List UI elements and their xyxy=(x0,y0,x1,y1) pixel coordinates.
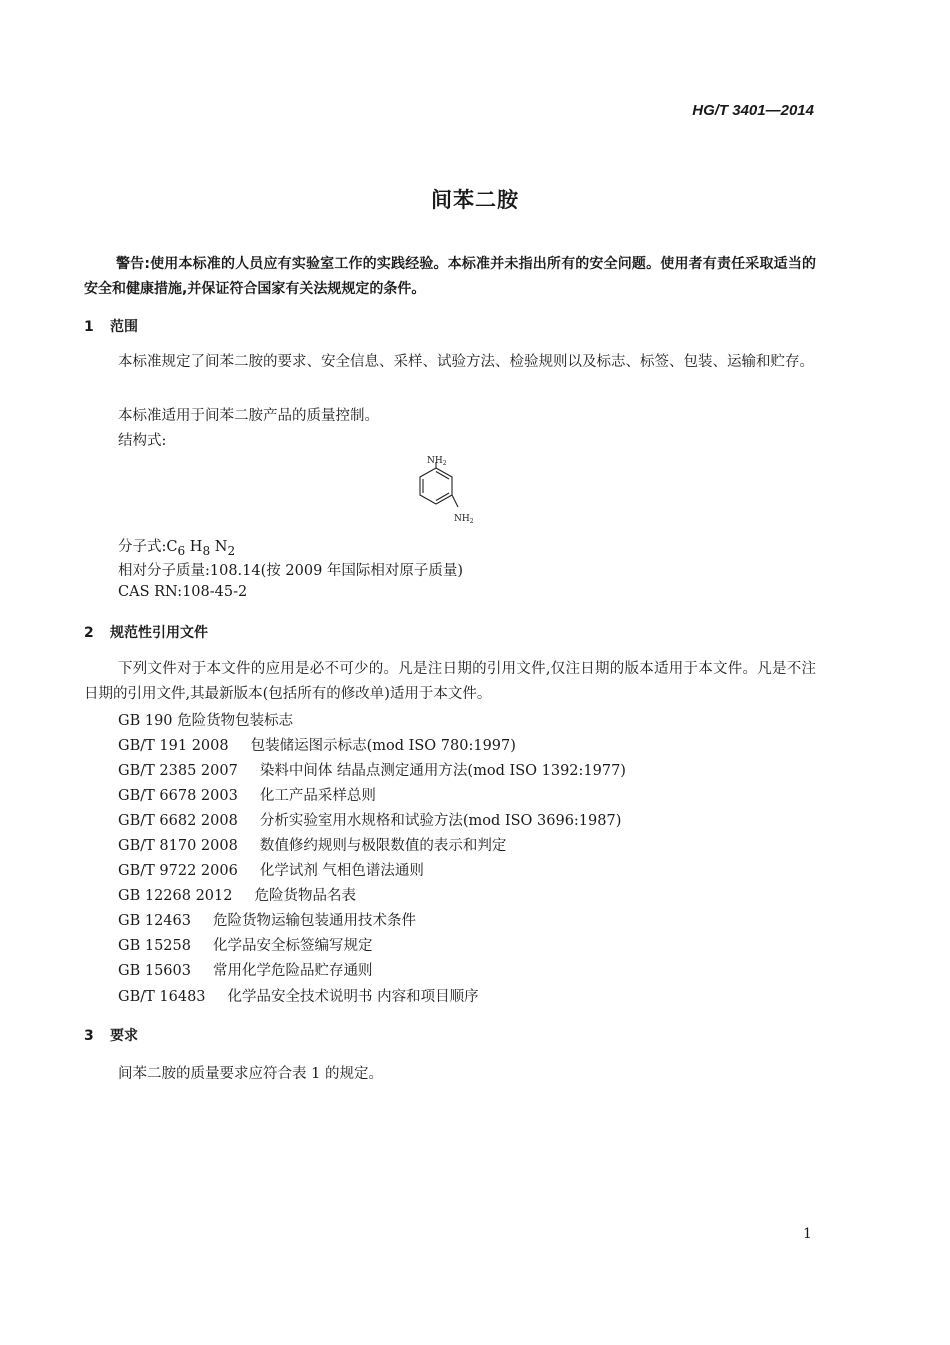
section-number: 2 xyxy=(84,625,94,641)
reference-item xyxy=(118,734,516,755)
formula-c: C xyxy=(166,539,178,555)
reference-code: GB 12463 xyxy=(118,913,191,929)
section-title: 范围 xyxy=(110,319,138,335)
reference-item xyxy=(118,834,506,855)
amine-label-top: $NH_2$ xyxy=(427,456,447,467)
warning-paragraph: 警告:使用本标准的人员应有实验室工作的实践经验。本标准并未指出所有的安全问题。使用者有责任采取适当的安全和健康措施,并保证符合国家有关法规规定的条件。 xyxy=(84,256,816,297)
reference-item xyxy=(118,909,416,930)
benzene-ring-diagram xyxy=(408,450,498,530)
formula-c-count: 6 xyxy=(177,543,186,558)
normative-references-paragraph: 下列文件对于本文件的应用是必不可少的。凡是注日期的引用文件,仅注日期的版本适用于本文件。凡是不注日期的引用文件,其最新版本(包括所有的修改单)适用于本文件。 xyxy=(84,661,816,702)
structural-formula xyxy=(408,450,498,534)
section-title: 规范性引用文件 xyxy=(110,625,208,641)
reference-item xyxy=(118,959,372,980)
reference-title: 常用化学危险品贮存通则 xyxy=(212,963,373,979)
structure-label: 结构式: xyxy=(118,433,167,449)
reference-code: GB 15258 xyxy=(118,938,191,954)
scope-paragraph: 本标准规定了间苯二胺的要求、安全信息、采样、试验方法、检验规则以及标志、标签、包装、运输和贮存。 xyxy=(118,354,814,370)
standard-code: HG/T 3401—2014 xyxy=(692,102,814,119)
reference-code: GB/T 2385 2007 xyxy=(118,763,238,779)
reference-item xyxy=(118,784,376,805)
reference-code: GB 15603 xyxy=(118,963,191,979)
reference-item xyxy=(118,934,372,955)
reference-title: 化工产品采样总则 xyxy=(259,788,376,804)
formula-label: 分子式: xyxy=(118,539,167,555)
page-number: 1 xyxy=(803,1226,812,1242)
reference-item xyxy=(118,884,356,905)
formula-h-count: 8 xyxy=(202,543,211,558)
reference-title: 化学试剂 气相色谱法通则 xyxy=(259,863,424,879)
reference-title: 化学品安全标签编写规定 xyxy=(212,938,373,954)
reference-title: 危险货物品名表 xyxy=(254,888,356,904)
section-2-heading xyxy=(84,622,208,642)
reference-title: 危险货物包装标志 xyxy=(177,713,294,729)
reference-item xyxy=(118,759,626,780)
formula-n: N xyxy=(214,539,228,555)
reference-title: 数值修约规则与极限数值的表示和判定 xyxy=(259,838,507,854)
reference-item xyxy=(118,809,621,830)
reference-title: 包装储运图示标志(mod ISO 780:1997) xyxy=(250,738,516,754)
reference-title: 危险货物运输包装通用技术条件 xyxy=(212,913,416,929)
reference-code: GB 190 xyxy=(118,713,173,729)
applicability-text: 本标准适用于间苯二胺产品的质量控制。 xyxy=(118,408,379,424)
section-1-heading xyxy=(84,316,138,336)
requirements-paragraph: 间苯二胺的质量要求应符合表 1 的规定。 xyxy=(118,1066,383,1082)
section-number: 3 xyxy=(84,1028,94,1044)
reference-item xyxy=(118,709,293,730)
reference-item xyxy=(118,859,424,880)
formula-n-count: 2 xyxy=(227,543,236,558)
reference-code: GB/T 9722 2006 xyxy=(118,863,238,879)
reference-title: 化学品安全技术说明书 内容和项目顺序 xyxy=(227,989,479,1005)
reference-code: GB/T 6682 2008 xyxy=(118,813,238,829)
cas-number: CAS RN:108-45-2 xyxy=(118,584,248,600)
molecular-mass: 相对分子质量:108.14(按 2009 年国际相对原子质量) xyxy=(118,563,464,579)
formula-h: H xyxy=(189,539,203,555)
section-3-heading xyxy=(84,1025,138,1045)
amine-label-bottom: $NH_2$ xyxy=(454,514,474,525)
reference-code: GB/T 8170 2008 xyxy=(118,838,238,854)
molecular-formula xyxy=(118,535,235,558)
reference-code: GB/T 16483 xyxy=(118,989,206,1005)
reference-title: 分析实验室用水规格和试验方法(mod ISO 3696:1987) xyxy=(259,813,622,829)
section-number: 1 xyxy=(84,319,94,335)
reference-item xyxy=(118,985,479,1006)
reference-code: GB/T 6678 2003 xyxy=(118,788,238,804)
section-title: 要求 xyxy=(110,1028,138,1044)
reference-title: 染料中间体 结晶点测定通用方法(mod ISO 1392:1977) xyxy=(259,763,626,779)
reference-code: GB/T 191 2008 xyxy=(118,738,229,754)
document-title: 间苯二胺 xyxy=(431,188,519,212)
reference-code: GB 12268 2012 xyxy=(118,888,233,904)
